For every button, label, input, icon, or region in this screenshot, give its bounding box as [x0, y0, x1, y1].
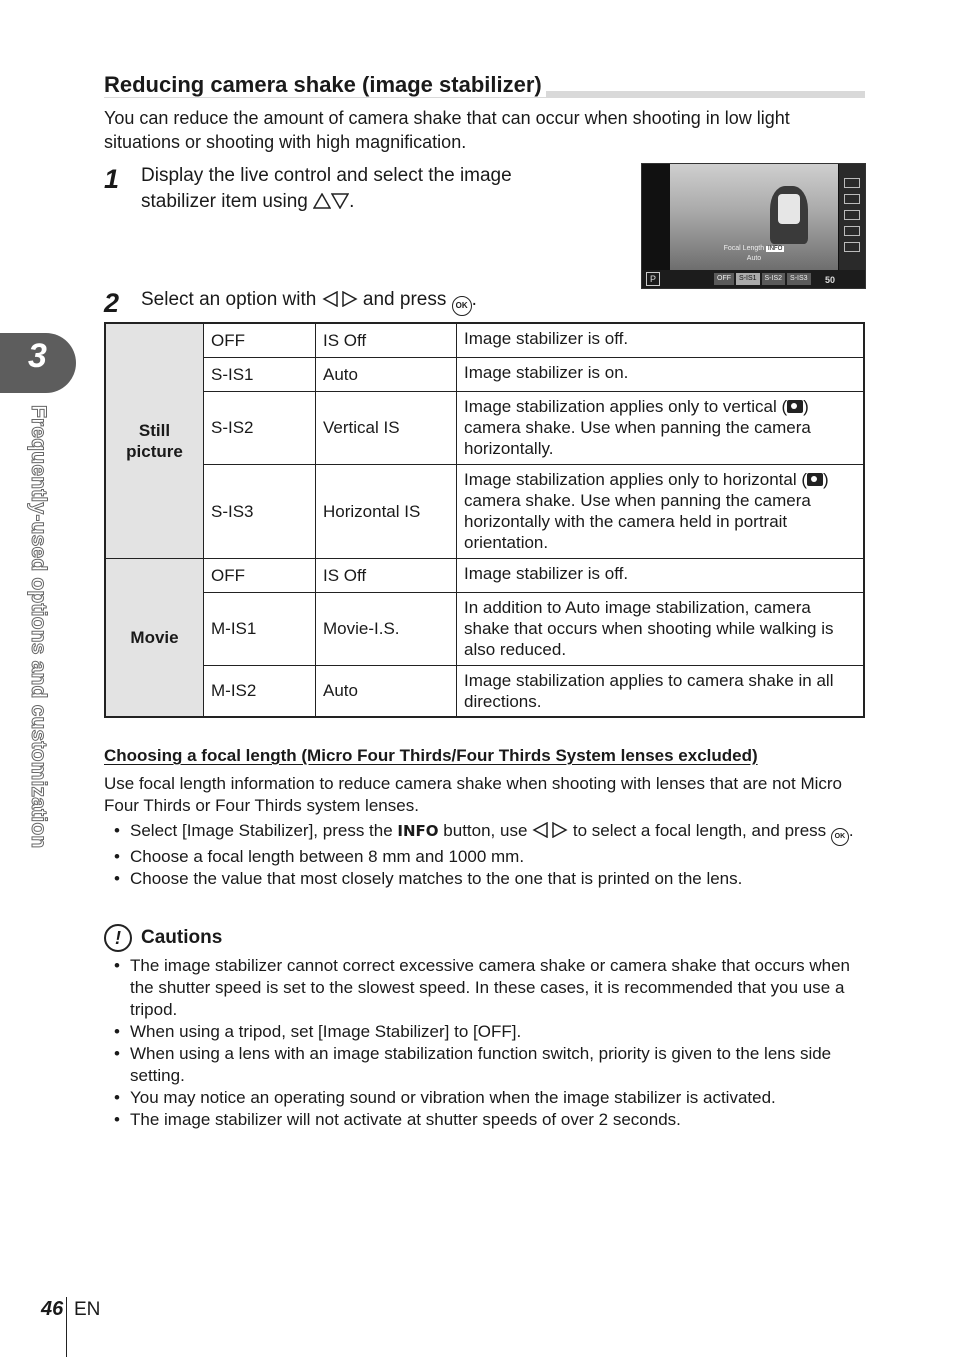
- list-item: • When using a lens with an image stabilization function switch, priority is given to the lens side setting.: [104, 1043, 864, 1087]
- table-row: [105, 665, 864, 717]
- mode-code: OFF: [204, 558, 316, 592]
- stabilizer-options: [714, 273, 811, 285]
- language-label: EN: [74, 1299, 101, 1320]
- mode-description: In addition to Auto image stabilization, camera shake that occurs when shooting while walking is also reduced.: [457, 592, 865, 665]
- quality-icon: [844, 226, 860, 236]
- step-1-text: Display the live control and select the image stabilizer item using .: [141, 165, 512, 212]
- down-triangle-icon: [331, 193, 349, 209]
- step-2-number: 2: [104, 288, 120, 318]
- mode-description: Image stabilization applies to camera shake in all directions.: [457, 665, 865, 717]
- chapter-number: 3: [28, 337, 47, 375]
- mode-description: Image stabilizer is off.: [457, 323, 865, 357]
- table-row: [105, 558, 864, 592]
- list-item: • When using a tripod, set [Image Stabilizer] to [OFF].: [104, 1021, 864, 1043]
- mode-name: Horizontal IS: [316, 464, 457, 558]
- camera-live-control-screenshot: [641, 163, 866, 289]
- focal-length-label: Focal Length INFO Auto: [723, 245, 783, 262]
- table-row: [105, 592, 864, 665]
- option-s-is2: S-IS2: [762, 273, 786, 285]
- mode-code: M-IS2: [204, 665, 316, 717]
- mode-name: IS Off: [316, 323, 457, 357]
- mode-description: Image stabilizer is on.: [457, 357, 865, 391]
- table-row: [105, 357, 864, 391]
- aspect-icon: [844, 210, 860, 220]
- option-s-is3: S-IS3: [787, 273, 811, 285]
- drive-icon: [844, 194, 860, 204]
- list-item: • Choose a focal length between 8 mm and 1000 mm.: [104, 846, 864, 868]
- cautions-title: Cautions: [141, 927, 223, 948]
- chapter-tab: [0, 333, 76, 393]
- focal-bullets: [104, 820, 864, 890]
- chapter-title: Frequently-used options and customization: [27, 405, 50, 849]
- list-item: • The image stabilizer cannot correct excessive camera shake or camera shake that occurs when the shutter speed is set to the slowest speed. In these cases, it is recommended that you use a tripod.: [104, 955, 864, 1021]
- mode-name: IS Off: [316, 558, 457, 592]
- mode-name: Movie-I.S.: [316, 592, 457, 665]
- mode-name: Auto: [316, 357, 457, 391]
- caution-icon: !: [104, 924, 132, 952]
- mode-name: Vertical IS: [316, 391, 457, 464]
- table-row: [105, 464, 864, 558]
- mode-code: S-IS3: [204, 464, 316, 558]
- section-heading: Reducing camera shake (image stabilizer): [104, 72, 864, 98]
- mode-name: Auto: [316, 665, 457, 717]
- list-item: • You may notice an operating sound or vibration when the image stabilizer is activated.: [104, 1087, 864, 1109]
- step-1-number: 1: [104, 164, 120, 194]
- ok-button-icon: OK: [831, 828, 849, 846]
- stabilizer-table: [104, 322, 865, 718]
- stabilizer-icon: [844, 178, 860, 188]
- vertical-camera-icon: [787, 400, 803, 413]
- mode-description: Image stabilization applies only to horizontal ( ) camera shake. Use when panning the camera horizontally with the camera held in portrait orientation.: [457, 464, 865, 558]
- table-row: [105, 323, 864, 357]
- movie-quality-icon: [844, 242, 860, 252]
- focal-value: 50: [824, 275, 835, 285]
- step-2-text: Select an option with and press OK .: [141, 287, 841, 316]
- mode-description: Image stabilizer is off.: [457, 558, 865, 592]
- horizontal-camera-icon: [807, 473, 823, 486]
- list-item: • Select [Image Stabilizer], press the INFO button, use to select a focal length, and press OK .: [104, 820, 864, 846]
- intro-paragraph: You can reduce the amount of camera shake that can occur when shooting in low light situations or shooting with high magnification.: [104, 108, 790, 152]
- list-item: • The image stabilizer will not activate at shutter speeds of over 2 seconds.: [104, 1109, 864, 1131]
- mode-code: OFF: [204, 323, 316, 357]
- cautions-list: [104, 955, 864, 1131]
- footer-divider: [66, 1297, 67, 1357]
- mode-code: M-IS1: [204, 592, 316, 665]
- left-triangle-icon: [532, 822, 550, 838]
- group-still-picture: Still picture: [105, 323, 204, 558]
- left-triangle-icon: [322, 291, 340, 307]
- mode-code: S-IS2: [204, 391, 316, 464]
- mode-p-icon: P: [646, 272, 660, 286]
- option-off: OFF: [714, 273, 734, 285]
- option-s-is1: S-IS1: [736, 273, 760, 285]
- chapter-title-vertical: [24, 405, 54, 905]
- list-item: • Choose the value that most closely matches to the one that is printed on the lens.: [104, 868, 864, 890]
- focal-length-heading: Choosing a focal length (Micro Four Thirds/Four Thirds System lenses excluded): [104, 746, 758, 765]
- table-row: [105, 391, 864, 464]
- up-triangle-icon: [313, 193, 331, 209]
- focal-intro: Use focal length information to reduce camera shake when shooting with lenses that are not Micro Four Thirds or Four Thirds system lenses.: [104, 774, 843, 815]
- right-triangle-icon: [340, 291, 358, 307]
- page-number: 46: [41, 1298, 64, 1320]
- mode-description: Image stabilization applies only to vertical ( ) camera shake. Use when panning the camera horizontally.: [457, 391, 865, 464]
- mode-code: S-IS1: [204, 357, 316, 391]
- info-button-label: INFO: [397, 822, 439, 840]
- right-triangle-icon: [550, 822, 568, 838]
- ok-button-icon: OK: [452, 296, 472, 316]
- group-movie: Movie: [105, 558, 204, 717]
